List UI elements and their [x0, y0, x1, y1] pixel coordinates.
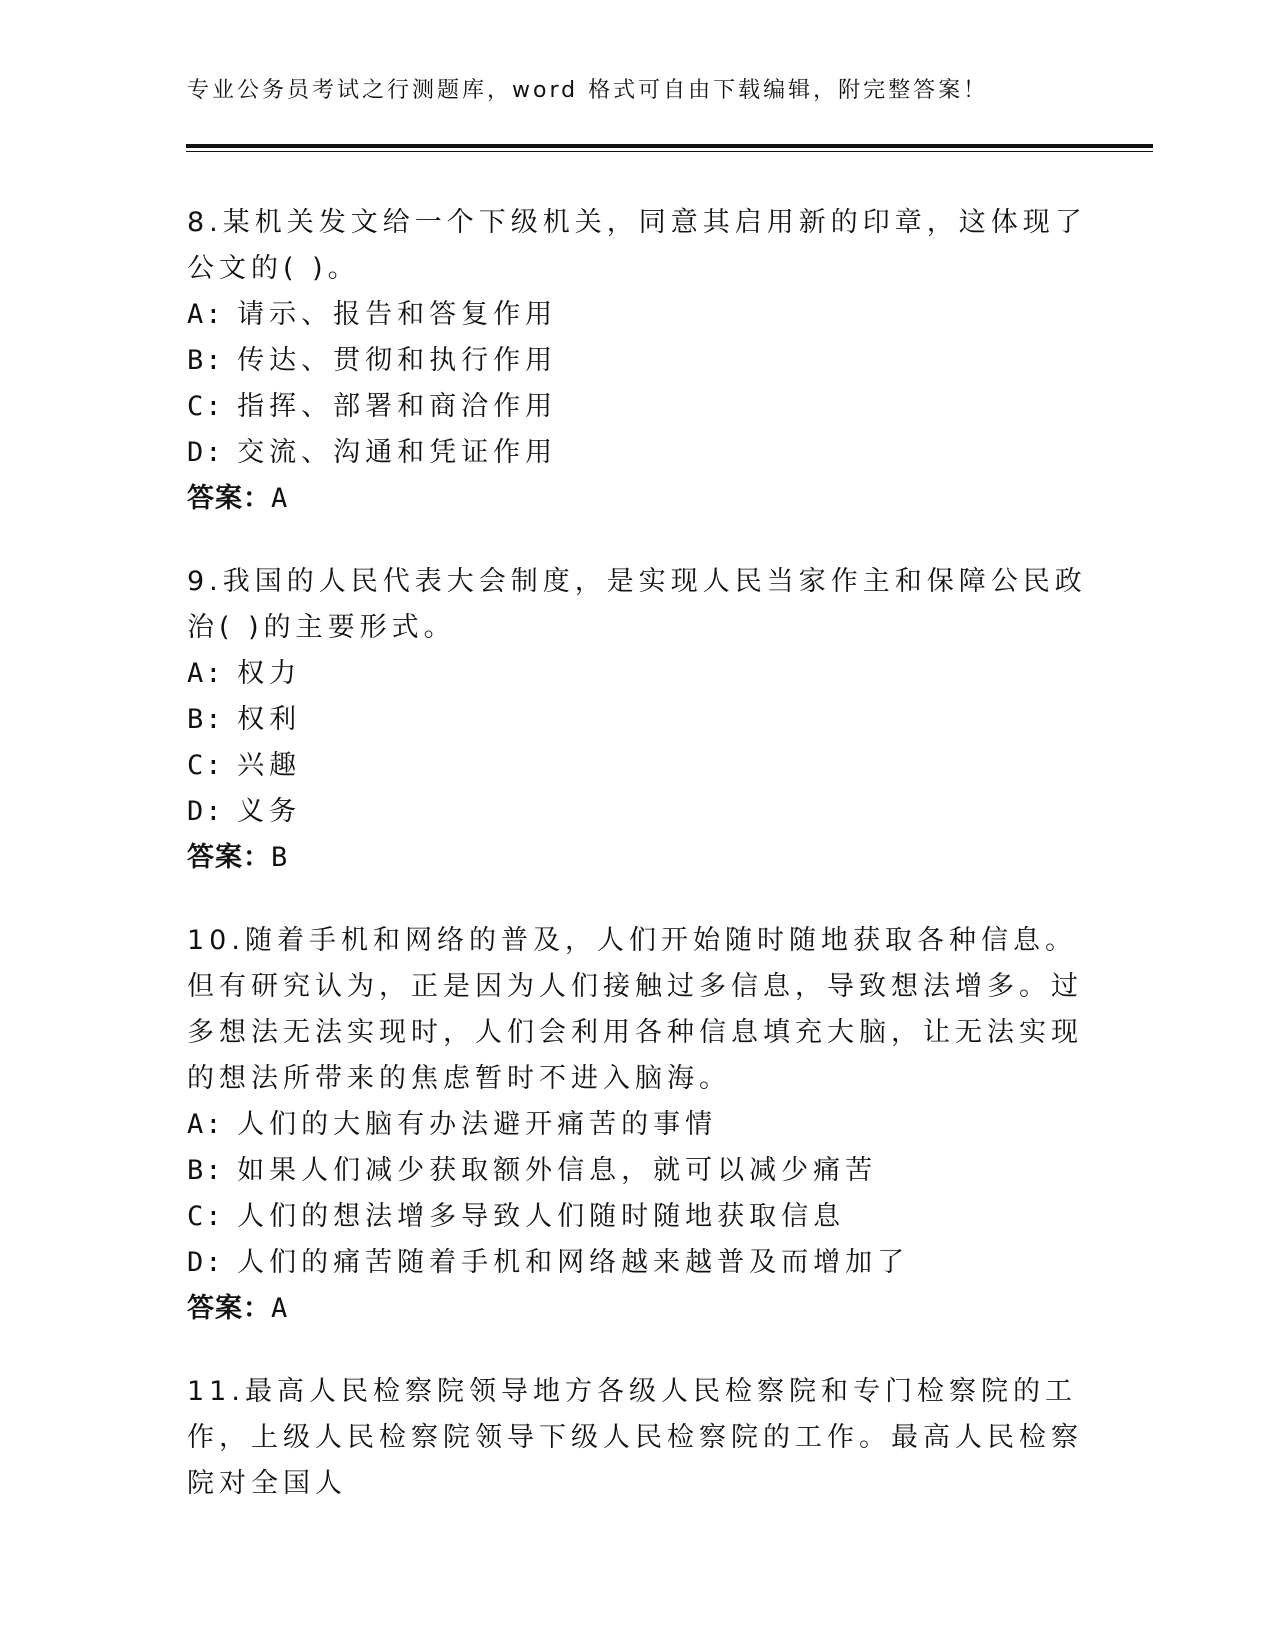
option-letter: A: [187, 1109, 224, 1140]
option-d [187, 789, 1087, 835]
answer-label: 答案： [187, 483, 271, 514]
answer-line [187, 835, 1087, 881]
question-11 [187, 1369, 1087, 1507]
option-letter: C: [187, 391, 224, 422]
page-header: 专业公务员考试之行测题库，word 格式可自由下载编辑，附完整答案！ [187, 78, 989, 103]
option-b [187, 338, 1087, 384]
option-text: 交流、沟通和凭证作用 [237, 437, 558, 468]
option-text: 人们的想法增多导致人们随时随地获取信息 [237, 1201, 846, 1232]
option-letter: D: [187, 437, 224, 468]
option-text: 人们的大脑有办法避开痛苦的事情 [237, 1109, 718, 1140]
header-rule-thick [186, 144, 1153, 148]
option-b [187, 1148, 1087, 1194]
question-9 [187, 559, 1087, 881]
question-text: 10.随着手机和网络的普及，人们开始随时随地获取各种信息。但有研究认为，正是因为人们接触过多信息，导致想法增多。过多想法无法实现时，人们会利用各种信息填充大脑，让无法实现的想法所带来的焦虑暂时不进入脑海。 [187, 925, 1083, 1094]
answer-value: A [271, 483, 289, 514]
answer-line [187, 476, 1087, 522]
option-letter: B: [187, 1155, 224, 1186]
option-text: 权力 [237, 658, 302, 689]
option-letter: A: [187, 658, 224, 689]
option-letter: D: [187, 1247, 224, 1278]
question-10 [187, 918, 1087, 1332]
option-a [187, 292, 1087, 338]
answer-line [187, 1286, 1087, 1332]
question-list [187, 200, 1087, 1544]
option-d [187, 1240, 1087, 1286]
option-text: 义务 [237, 796, 302, 827]
option-letter: B: [187, 345, 224, 376]
header-rule-thin [186, 151, 1153, 152]
question-text: 11.最高人民检察院领导地方各级人民检察院和专门检察院的工作，上级人民检察院领导下级人民检察院的工作。最高人民检察院对全国人 [187, 1376, 1083, 1499]
question-8 [187, 200, 1087, 522]
answer-label: 答案： [187, 1293, 271, 1324]
option-c [187, 384, 1087, 430]
option-letter: D: [187, 796, 224, 827]
option-c [187, 1194, 1087, 1240]
option-letter: B: [187, 704, 224, 735]
option-text: 兴趣 [237, 750, 302, 781]
option-text: 指挥、部署和商洽作用 [237, 391, 558, 422]
option-b [187, 697, 1087, 743]
option-letter: C: [187, 750, 224, 781]
option-letter: C: [187, 1201, 224, 1232]
answer-label: 答案： [187, 842, 271, 873]
answer-value: B [271, 842, 289, 873]
option-text: 请示、报告和答复作用 [237, 299, 558, 330]
question-text: 9.我国的人民代表大会制度，是实现人民当家作主和保障公民政治( )的主要形式。 [187, 566, 1087, 643]
option-text: 人们的痛苦随着手机和网络越来越普及而增加了 [237, 1247, 910, 1278]
question-text: 8.某机关发文给一个下级机关，同意其启用新的印章，这体现了公文的( )。 [187, 207, 1087, 284]
option-letter: A: [187, 299, 224, 330]
option-a [187, 1102, 1087, 1148]
option-text: 权利 [237, 704, 302, 735]
option-d [187, 430, 1087, 476]
answer-value: A [271, 1293, 289, 1324]
option-c [187, 743, 1087, 789]
option-a [187, 651, 1087, 697]
option-text: 传达、贯彻和执行作用 [237, 345, 558, 376]
option-text: 如果人们减少获取额外信息，就可以减少痛苦 [237, 1155, 878, 1186]
